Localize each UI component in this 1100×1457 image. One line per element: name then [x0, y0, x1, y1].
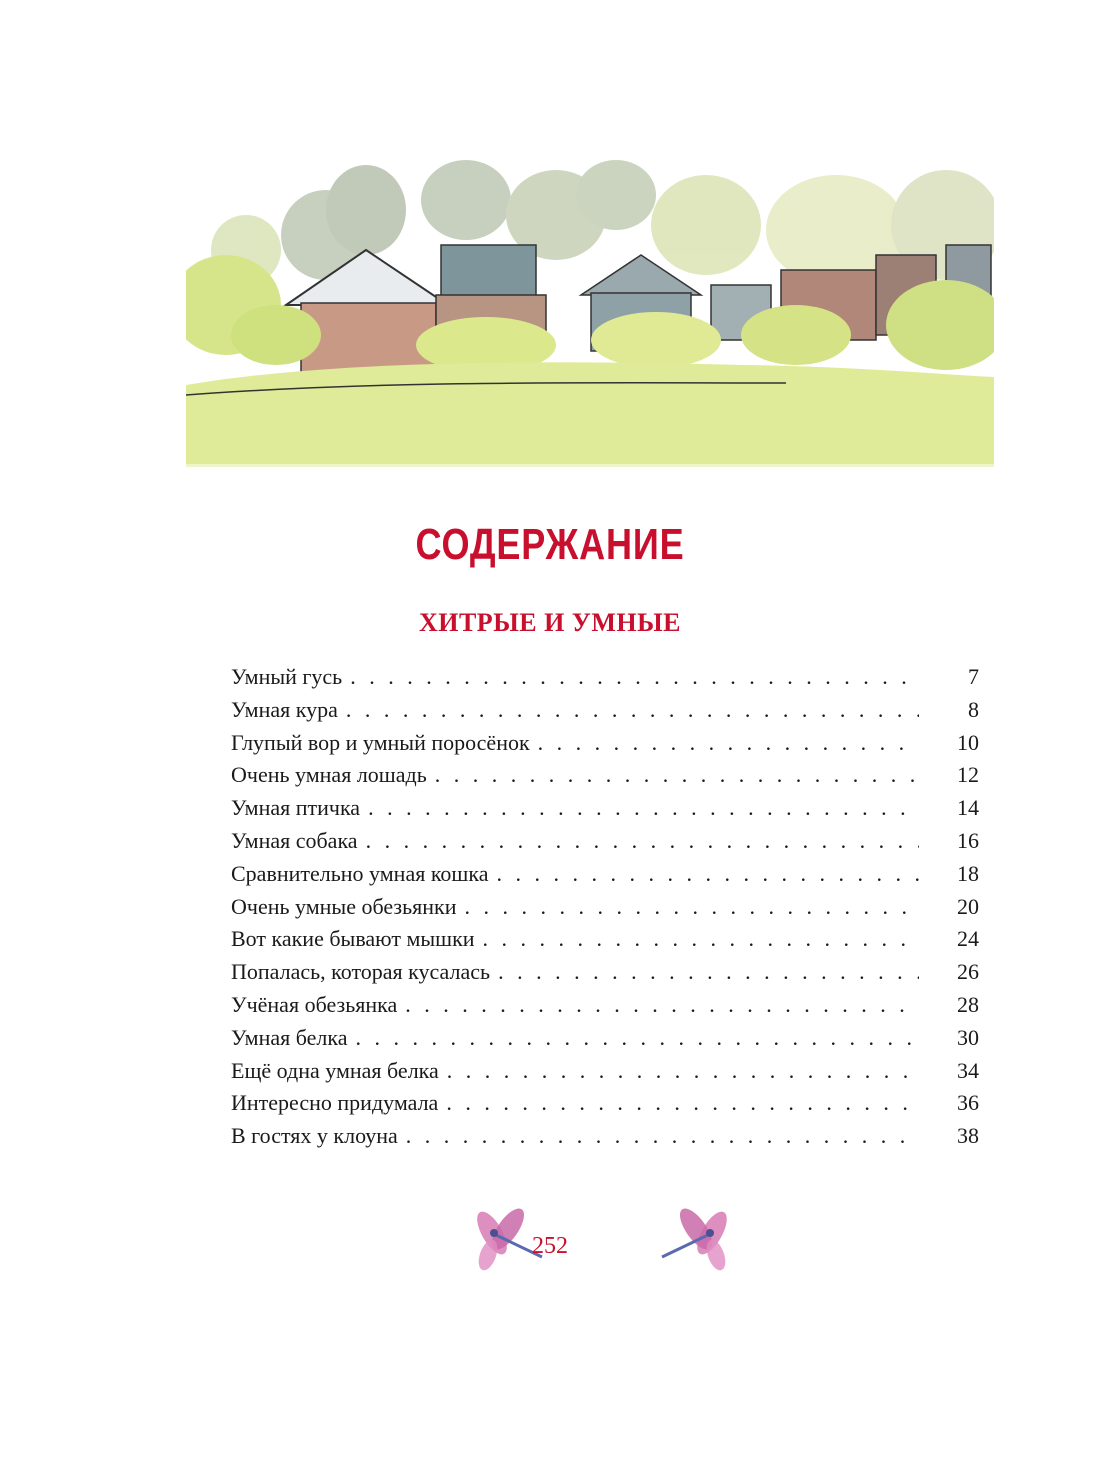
toc-item-page: 7 [968, 664, 979, 689]
toc-item-title: В гостях у клоуна [231, 1123, 398, 1149]
page-title: СОДЕРЖАНИЕ [415, 520, 685, 569]
dot-leader [366, 825, 919, 858]
toc-item-page: 12 [957, 762, 979, 788]
toc-item-title: Очень умная лошадь [231, 762, 427, 788]
toc-item-title: Глупый вор и умный поросёнок [231, 729, 530, 755]
toc-item[interactable] [231, 891, 979, 924]
toc-item-title: Сравнительно умная кошка [231, 860, 489, 886]
toc-item-page: 8 [968, 696, 979, 722]
toc-item[interactable] [231, 989, 979, 1022]
dot-leader [350, 661, 919, 694]
toc-item-page: 28 [957, 991, 979, 1017]
toc-item-page: 10 [957, 729, 979, 755]
village-illustration [186, 155, 994, 467]
toc-item-page: 38 [957, 1123, 979, 1149]
toc-item[interactable] [231, 694, 979, 727]
toc-item-page: 20 [957, 893, 979, 919]
toc-item-title: Умная белка [231, 1024, 348, 1050]
toc-item-title: Учёная обезьянка [231, 991, 398, 1017]
page-footer [0, 1205, 1100, 1275]
dot-leader [446, 1087, 919, 1120]
toc-item-title: Умная птичка [231, 795, 361, 821]
dot-leader [496, 858, 919, 891]
toc-item-page: 30 [957, 1024, 979, 1050]
dot-leader [435, 759, 919, 792]
toc-item-page: 26 [957, 959, 979, 985]
dot-leader [447, 1055, 919, 1088]
toc-item[interactable] [231, 661, 979, 694]
toc-item-title: Вот какие бывают мышки [231, 926, 475, 952]
toc-item[interactable] [231, 792, 979, 825]
toc-item[interactable] [231, 858, 979, 891]
toc-item-title: Ещё одна умная белка [231, 1057, 439, 1083]
toc-item[interactable] [231, 956, 979, 989]
dot-leader [538, 727, 919, 760]
toc-item[interactable] [231, 727, 979, 760]
section-title: ХИТРЫЕ И УМНЫЕ [418, 608, 682, 637]
toc-item[interactable] [231, 759, 979, 792]
toc-item[interactable] [231, 1087, 979, 1120]
dot-leader [483, 923, 919, 956]
toc-item[interactable] [231, 1120, 979, 1153]
dot-leader [368, 792, 919, 825]
toc-item-title: Попалась, которая кусалась [231, 959, 491, 985]
toc-item-page: 24 [957, 926, 979, 952]
toc-item-page: 14 [957, 795, 979, 821]
toc-item-page: 34 [957, 1057, 979, 1083]
toc-item-page: 16 [957, 827, 979, 853]
toc-item[interactable] [231, 1055, 979, 1088]
toc-item-title: Интересно придумала [231, 1090, 439, 1116]
dot-leader [465, 891, 920, 924]
toc-item[interactable] [231, 923, 979, 956]
toc-item-title: Умная собака [231, 827, 358, 853]
toc-item-title: Умная кура [231, 696, 338, 722]
dragonfly-icon [658, 1205, 738, 1275]
toc-item-page: 36 [957, 1090, 979, 1116]
dot-leader [346, 694, 919, 727]
toc-item-title: Очень умные обезьянки [231, 893, 457, 919]
toc-item-title: Умный гусь [231, 664, 343, 689]
dot-leader [405, 989, 919, 1022]
dot-leader [406, 1120, 919, 1153]
toc-item-page: 18 [957, 860, 979, 886]
table-of-contents [231, 661, 979, 1153]
toc-item[interactable] [231, 1022, 979, 1055]
dot-leader [498, 956, 919, 989]
page-number: 252 [532, 1233, 568, 1259]
toc-item[interactable] [231, 825, 979, 858]
dot-leader [356, 1022, 920, 1055]
